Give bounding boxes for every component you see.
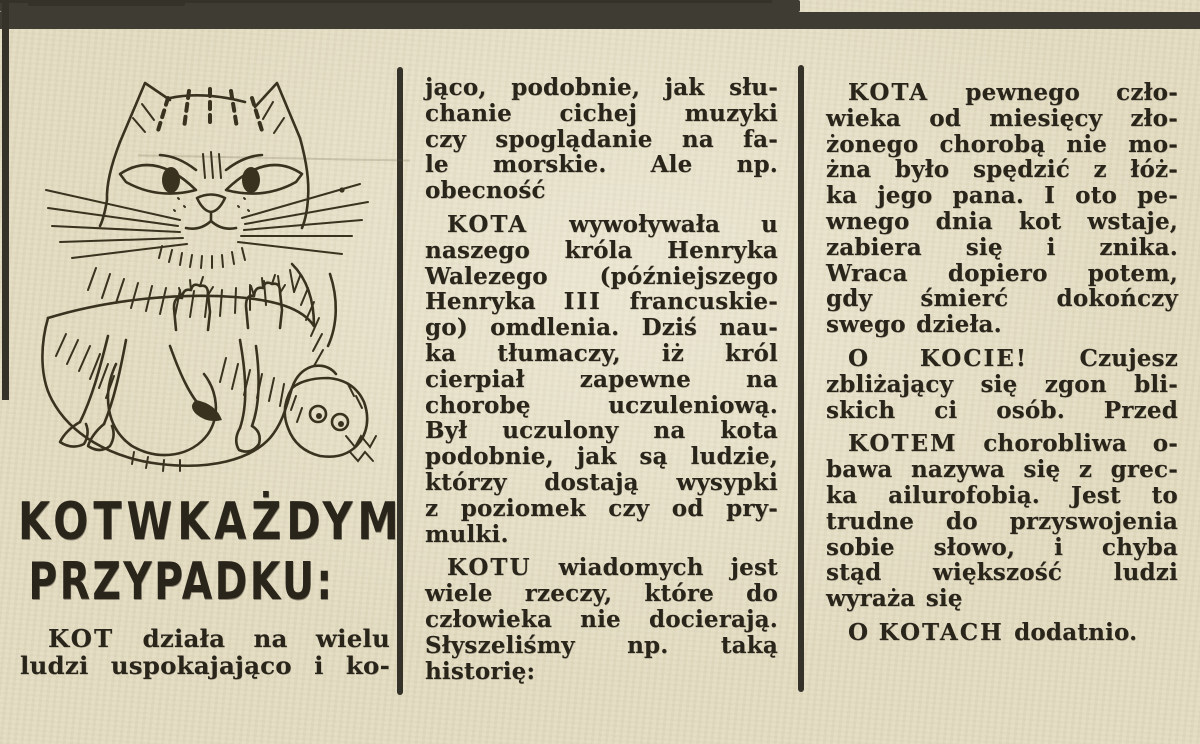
text-line	[826, 286, 1178, 312]
word: jego	[877, 182, 933, 210]
word: dodatnio.	[1014, 618, 1138, 646]
text-line	[826, 457, 1178, 483]
top-thin-rule-nub	[28, 0, 185, 6]
word: mo-	[1128, 130, 1178, 158]
bottom-separator-bar	[0, 12, 1200, 29]
word: do	[945, 507, 978, 535]
word: jest	[730, 554, 778, 582]
word: jak	[664, 74, 705, 101]
text-line	[425, 522, 778, 548]
word: KOT	[18, 492, 127, 552]
paragraph	[425, 555, 778, 684]
word: Przed	[1103, 396, 1178, 424]
text-line	[826, 209, 1178, 235]
word: król	[725, 339, 778, 367]
text-line	[826, 509, 1178, 535]
word: króla	[564, 236, 633, 264]
word: mulki.	[425, 520, 509, 548]
text-line	[826, 372, 1178, 398]
word: z	[1093, 156, 1107, 184]
word: wieka	[826, 104, 902, 132]
text-line	[425, 470, 778, 496]
word: większość	[932, 559, 1063, 587]
text-line	[826, 346, 1178, 372]
word: ka	[826, 182, 858, 210]
word: wielu	[315, 624, 390, 653]
article-headline	[18, 492, 404, 612]
word: O	[848, 618, 869, 646]
word: chorobę	[425, 391, 531, 419]
word: historię:	[425, 657, 536, 685]
word: wiele	[425, 580, 493, 608]
word: dostają	[544, 468, 639, 496]
word: działa	[142, 624, 226, 653]
word: zgon	[1044, 370, 1107, 398]
text-line	[425, 633, 778, 659]
text-line	[826, 560, 1178, 586]
paragraph	[425, 75, 778, 204]
word: wyraża	[826, 585, 916, 613]
word: pry-	[726, 494, 778, 522]
word: i	[1046, 233, 1056, 261]
word: KAŻDYM	[177, 492, 404, 552]
word: sobie	[826, 533, 895, 561]
column-middle	[425, 75, 778, 692]
text-line	[425, 238, 778, 264]
text-line	[826, 398, 1178, 424]
word: chorobliwa	[983, 430, 1127, 458]
word: go)	[425, 314, 468, 342]
text-line	[826, 431, 1178, 457]
text-line	[425, 607, 778, 633]
text-line	[826, 80, 1178, 106]
text-line	[425, 127, 778, 153]
word: czło-	[1116, 79, 1178, 106]
word: kota	[720, 417, 778, 445]
word: dzieła.	[916, 311, 1002, 339]
word: KOTACH	[878, 618, 1004, 646]
word: bli-	[1134, 370, 1178, 398]
paragraph	[425, 212, 778, 547]
paragraph	[826, 431, 1178, 612]
word: wstaje,	[1087, 207, 1178, 235]
paragraph	[826, 346, 1178, 423]
word: się	[965, 233, 1003, 261]
word: spędzić	[972, 156, 1070, 184]
text-line	[425, 264, 778, 290]
word: KOTU	[447, 554, 532, 582]
word: podobnie,	[425, 443, 554, 471]
word: KOT	[48, 624, 115, 653]
word: uczulony	[502, 417, 619, 445]
text-line	[425, 367, 778, 393]
word: Wraca	[826, 259, 908, 287]
word: uczuleniową.	[608, 391, 778, 419]
column-divider-right	[798, 65, 804, 692]
text-line	[425, 101, 778, 127]
word: Henryka	[425, 288, 536, 316]
headline-line-1	[18, 492, 404, 552]
text-line	[425, 393, 778, 419]
word: uspokajająco	[110, 650, 292, 680]
text-line	[425, 581, 778, 607]
word: żonego	[826, 130, 919, 158]
word: czy	[608, 494, 650, 522]
word: było	[894, 156, 950, 184]
word: docierają.	[648, 605, 778, 633]
column-left-intro	[20, 626, 390, 687]
word: podobnie,	[511, 74, 641, 101]
word: obecność	[425, 177, 546, 205]
word: KOCIE!	[919, 344, 1028, 372]
word: nau-	[719, 314, 778, 342]
word: zapewne	[579, 365, 691, 393]
text-line	[425, 289, 778, 315]
word: tłumaczy,	[497, 339, 621, 367]
word: zbliżający	[826, 370, 954, 398]
word: Czujesz	[1079, 344, 1178, 372]
word: wywoływała	[569, 210, 721, 238]
word: łóż-	[1130, 156, 1178, 184]
word: ailurofobią.	[888, 481, 1041, 509]
word: Jest	[1070, 481, 1121, 509]
text-line	[826, 535, 1178, 561]
word: z	[1078, 456, 1093, 484]
word: trudne	[826, 507, 915, 535]
word: (późniejszego	[599, 262, 778, 290]
text-line	[826, 132, 1178, 158]
word: bawa	[826, 456, 893, 484]
word: ka	[826, 481, 858, 509]
word: jąco,	[425, 74, 487, 101]
text-line	[20, 650, 390, 680]
word: które	[644, 580, 714, 608]
word: znika.	[1099, 233, 1178, 261]
word: morskie.	[492, 151, 607, 179]
word: którzy	[425, 468, 507, 496]
text-line	[425, 152, 778, 178]
word: taką	[720, 631, 778, 659]
word: pana.	[952, 182, 1025, 210]
word: się	[980, 370, 1018, 398]
word: le	[425, 151, 449, 179]
word: ci	[934, 396, 958, 424]
word: na	[745, 365, 778, 393]
text-line	[425, 178, 778, 204]
word: to	[1151, 481, 1178, 509]
word: na	[653, 417, 686, 445]
word: poziomek	[460, 494, 586, 522]
word: chorobą	[939, 130, 1046, 158]
text-line	[826, 620, 1178, 646]
word: omdlenia.	[490, 314, 620, 342]
word: gdy	[826, 285, 873, 313]
word: chanie	[425, 99, 512, 127]
word: czy	[425, 125, 467, 153]
word: przyswojenia	[1009, 507, 1178, 535]
text-line	[826, 235, 1178, 261]
word: Był	[425, 417, 468, 445]
word: Walezego	[425, 262, 548, 290]
word: ka	[425, 339, 457, 367]
word: W	[126, 492, 178, 552]
word: kot	[1018, 207, 1062, 235]
text-line	[826, 106, 1178, 132]
text-line	[826, 312, 1178, 338]
word: francuskie-	[629, 288, 778, 316]
text-line	[425, 315, 778, 341]
word: i	[1054, 533, 1063, 561]
left-border-rule	[2, 1, 9, 400]
word: wysypki	[676, 468, 778, 496]
word: słu-	[729, 74, 778, 101]
word: żna	[826, 156, 872, 184]
text-line	[826, 586, 1178, 612]
word: nie	[580, 605, 621, 633]
word: słowo,	[933, 533, 1016, 561]
text-line	[425, 659, 778, 685]
word: się	[1023, 456, 1061, 484]
word: oto	[1075, 182, 1118, 210]
word: Henryka	[667, 236, 778, 264]
column-right	[826, 80, 1178, 654]
word: pewnego	[965, 79, 1080, 106]
word: iż	[661, 339, 684, 367]
text-line	[826, 483, 1178, 509]
word: naszego	[425, 236, 531, 264]
text-line	[826, 183, 1178, 209]
word: na	[681, 125, 714, 153]
word: wiadomych	[558, 554, 704, 582]
text-line	[826, 157, 1178, 183]
word: rzeczy,	[524, 580, 613, 608]
word: dnia	[935, 207, 993, 235]
word: zabiera	[826, 233, 922, 261]
word: spoglądanie	[495, 125, 653, 153]
text-line	[425, 555, 778, 581]
word: ko-	[345, 650, 390, 680]
cat-holding-prey-drawing	[30, 78, 390, 472]
word: śmierć	[920, 285, 1009, 313]
word: do	[746, 580, 778, 608]
word: jak	[576, 443, 617, 471]
word: i	[314, 650, 324, 680]
word: KOTEM	[848, 430, 958, 458]
word: ludzie,	[690, 443, 778, 471]
word: Dziś	[641, 314, 698, 342]
word: potem,	[1087, 259, 1178, 287]
paragraph	[826, 80, 1178, 338]
word: są	[639, 443, 668, 471]
text-line	[826, 261, 1178, 287]
word: u	[761, 210, 778, 238]
word: Ale	[650, 151, 693, 179]
word: wnego	[826, 207, 910, 235]
word: człowieka	[425, 605, 553, 633]
word: fa-	[743, 125, 778, 153]
word: dopiero	[947, 259, 1048, 287]
word: od	[671, 494, 704, 522]
word: muzyki	[684, 99, 778, 127]
word: pe-	[1137, 182, 1178, 210]
word: I	[1044, 182, 1056, 210]
word: skich	[826, 396, 896, 424]
text-line	[425, 418, 778, 444]
word: się	[925, 585, 963, 613]
word: np.	[627, 631, 669, 659]
text-line	[425, 444, 778, 470]
text-line	[425, 341, 778, 367]
word: np.	[736, 151, 778, 179]
word: grec-	[1110, 456, 1178, 484]
text-line	[425, 75, 778, 101]
cat-illustration	[30, 78, 390, 472]
text-line	[425, 212, 778, 238]
word: na	[253, 624, 288, 653]
text-line	[425, 496, 778, 522]
word: nazywa	[910, 456, 1005, 484]
word: cichej	[559, 99, 638, 127]
word: o-	[1152, 430, 1178, 458]
text-line	[20, 626, 390, 653]
word: dokończy	[1056, 285, 1178, 313]
word: nie	[1066, 130, 1108, 158]
paragraph	[826, 620, 1178, 646]
word: O	[848, 344, 869, 372]
word: KOTA	[447, 210, 529, 238]
word: III	[563, 288, 602, 316]
word: ludzi	[1113, 559, 1178, 587]
word: osób.	[996, 396, 1065, 424]
headline-line-2	[18, 554, 345, 610]
word: miesięcy	[989, 104, 1103, 132]
word: zło-	[1130, 104, 1178, 132]
word: cierpiał	[425, 365, 525, 393]
word: PRZYPADKU:	[28, 552, 335, 612]
word: Słyszeliśmy	[425, 631, 575, 659]
word: z	[425, 494, 439, 522]
word: swego	[826, 311, 906, 339]
word: od	[929, 104, 962, 132]
word: stąd	[826, 559, 882, 587]
word: chyba	[1101, 533, 1178, 561]
word: KOTA	[848, 79, 930, 106]
word: ludzi	[20, 650, 89, 680]
paragraph	[20, 626, 390, 679]
